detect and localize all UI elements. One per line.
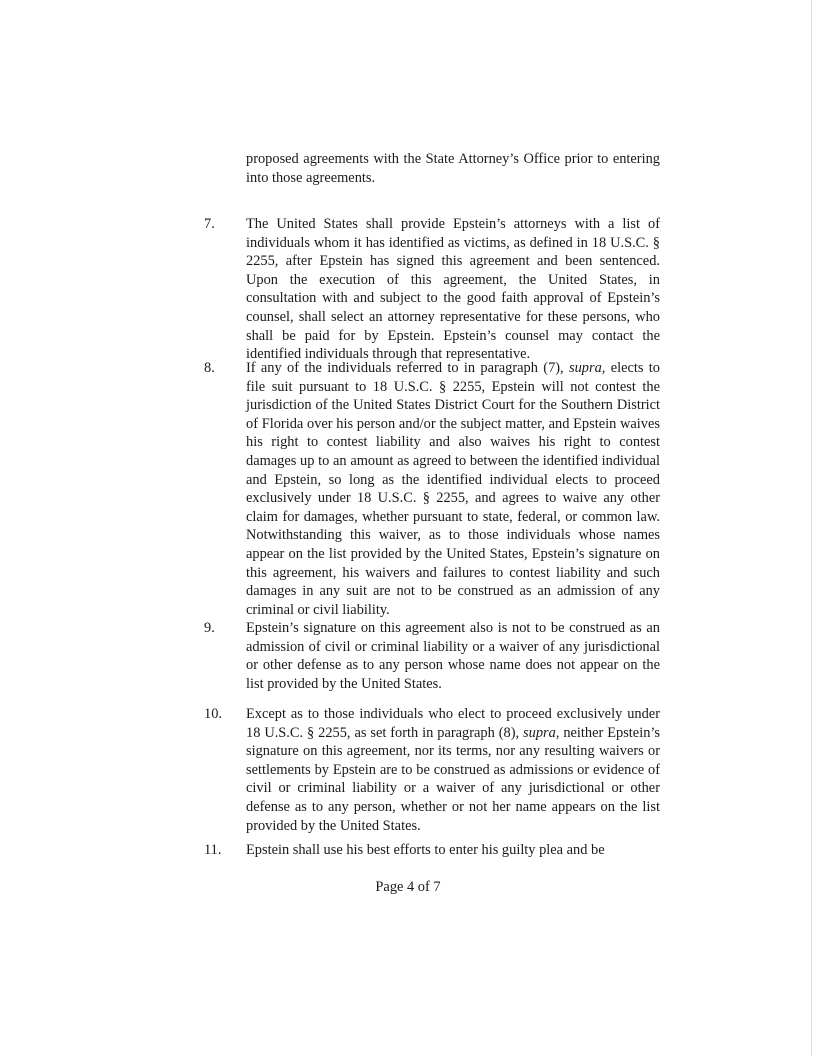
paragraph-8: [204, 359, 660, 619]
paragraph-7: [204, 215, 660, 364]
paragraph-text-part: , elects to file suit pursuant to 18 U.S.C. § 2255, Epstein will not contest the jurisdiction of the United States District Court for the Southern District of Florida over his person and/or the subject matter, and Epstein waives his right to contest liability and also waives his right to contest damages up to an amount as agreed to between the identified individual and Epstein, so long as the identified individual elects to proceed exclusively under 18 U.S.C. § 2255, and agrees to waive any other claim for damages, whether pursuant to state, federal, or common law. Notwithstanding this waiver, as to those individuals whose names appear on the list provided by the United States, Epstein’s signature on this agreement, his waivers and failures to contest liability and such damages in any suit are not to be construed as an admission of any criminal or civil liability.: [246, 360, 661, 618]
paragraph-10: [204, 705, 660, 835]
paragraph-text-part: , neither Epstein’s signature on this agreement, nor its terms, nor any resulting waivers or settlements by Epstein are to be construed as admissions or evidence of civil or criminal liability or a waiver of any jurisdictional or other defense as to any person, whether or not her name appears on the list provided by the United States.: [246, 724, 660, 834]
paragraph-6-continuation: proposed agreements with the State Attorney’s Office prior to entering into those agreements.: [246, 151, 660, 186]
paragraph-number: 10.: [204, 706, 222, 722]
paragraph-number: 8.: [204, 360, 215, 376]
paragraph-number: 7.: [204, 216, 215, 232]
paragraph-text: The United States shall provide Epstein’s attorneys with a list of individuals whom it has identified as victims, as defined in 18 U.S.C. § 2255, after Epstein has signed this agreement and been sentenced. Upon the execution of this agreement, the United States, in consultation with and subject to the good faith approval of Epstein’s counsel, shall select an attorney representative for these persons, who shall be paid for by Epstein. Epstein’s counsel may contact the identified individuals through that representative.: [246, 216, 660, 363]
paragraph-text: [246, 705, 660, 835]
paragraph-text-part: If any of the individuals referred to in paragraph (7),: [246, 360, 569, 376]
scan-edge-line: [811, 0, 812, 1056]
paragraph-11: [204, 841, 660, 860]
paragraph-9: [204, 619, 660, 693]
paragraph-text: Epstein shall use his best efforts to enter his guilty plea and be: [246, 842, 605, 858]
italic-supra: supra: [523, 724, 556, 741]
paragraph-text: [246, 359, 660, 619]
paragraph-number: 9.: [204, 620, 215, 636]
paragraph-number: 11.: [204, 842, 222, 858]
paragraph-text-part: Except as to those individuals who elect to proceed exclusively under 18 U.S.C. § 2255, as set forth in paragraph (8),: [246, 706, 660, 741]
italic-supra: supra: [569, 360, 602, 376]
page-number-footer: Page 4 of 7: [375, 879, 441, 895]
paragraph-text: Epstein’s signature on this agreement also is not to be construed as an admission of civil or criminal liability or a waiver of any jurisdictional or other defense as to any person whose name does not appear on the list provided by the United States.: [246, 620, 660, 692]
